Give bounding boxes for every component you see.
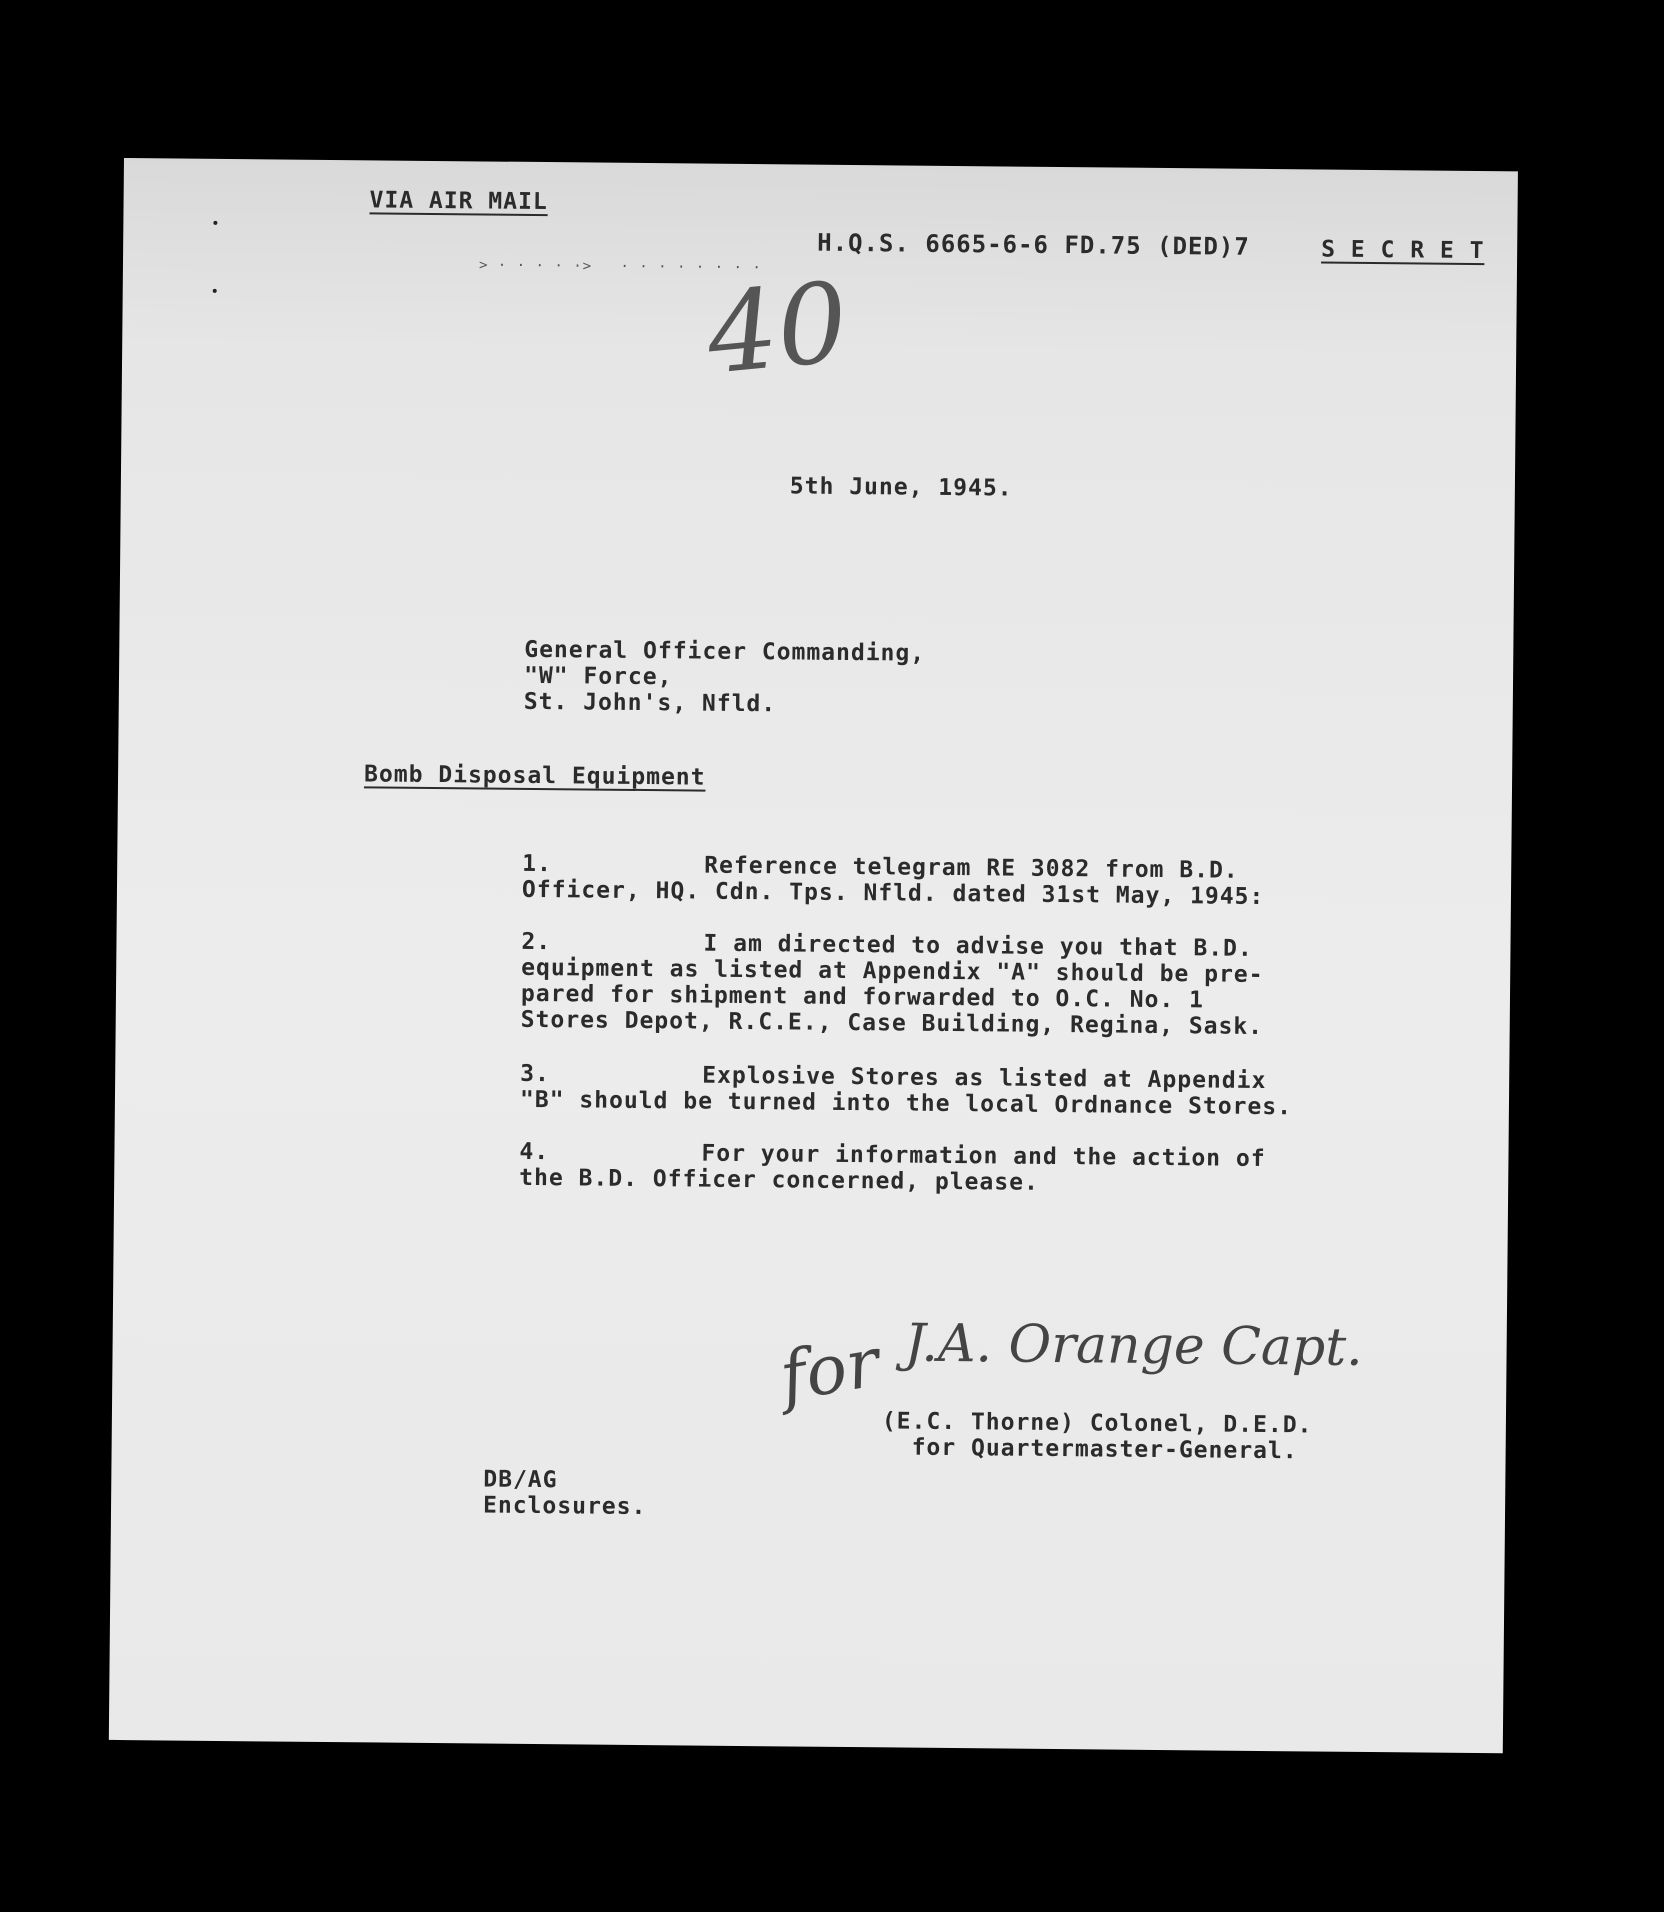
paragraph-number: 3.	[520, 1060, 551, 1088]
paragraph-line: I am directed to advise you that B.D.	[703, 930, 1253, 962]
paragraph-line: Reference telegram RE 3082 from B.D.	[704, 852, 1239, 884]
paragraph-line: For your information and the action of	[701, 1140, 1266, 1173]
addressee-line: General Officer Commanding,	[524, 636, 926, 667]
subject-heading: Bomb Disposal Equipment	[363, 761, 706, 791]
enclosures-note: Enclosures.	[482, 1492, 647, 1521]
paragraph-line: Stores Depot, R.C.E., Case Building, Regina, Sask.	[520, 1006, 1264, 1040]
classification-stamp: S E C R E T	[1321, 236, 1485, 265]
paragraph-line: "B" should be turned into the local Ordnance Stores.	[519, 1086, 1293, 1121]
handwritten-folio-number: 40	[701, 257, 854, 399]
addressee-line: "W" Force,	[523, 662, 673, 691]
paragraph-line: Officer, HQ. Cdn. Tps. Nfld. dated 31st May, 1945:	[521, 876, 1265, 910]
paragraph-line: pared for shipment and forwarded to O.C. No. 1	[520, 980, 1205, 1014]
paragraph-line: the B.D. Officer concerned, please.	[519, 1164, 1039, 1196]
signatory-name: (E.C. Thorne) Colonel, D.E.D.	[881, 1408, 1313, 1439]
file-reference: H.Q.S. 6665-6-6 FD.75 (DED)7	[817, 228, 1250, 261]
addressee-line: St. John's, Nfld.	[523, 688, 777, 718]
paragraph-number: 1.	[522, 850, 553, 878]
reference-initials: DB/AG	[483, 1466, 558, 1494]
document-page	[109, 158, 1518, 1753]
paragraph-line: equipment as listed at Appendix "A" should be pre-	[521, 954, 1264, 988]
paragraph-line: Explosive Stores as listed at Appendix	[702, 1062, 1267, 1095]
paragraph-number: 4.	[519, 1138, 550, 1166]
handwritten-signature: J.A. Orange Capt.	[904, 1313, 1363, 1378]
handwritten-for-prefix: for	[774, 1323, 885, 1418]
perforation-dots: > · · · · ·> · · · · · · · ·	[478, 257, 762, 277]
punch-mark	[213, 289, 217, 293]
letter-date: 5th June, 1945.	[789, 473, 1013, 502]
punch-mark	[213, 221, 217, 225]
paragraph-number: 2.	[521, 928, 552, 956]
signatory-capacity: for Quartermaster-General.	[911, 1434, 1298, 1465]
mail-label: VIA AIR MAIL	[369, 187, 548, 216]
